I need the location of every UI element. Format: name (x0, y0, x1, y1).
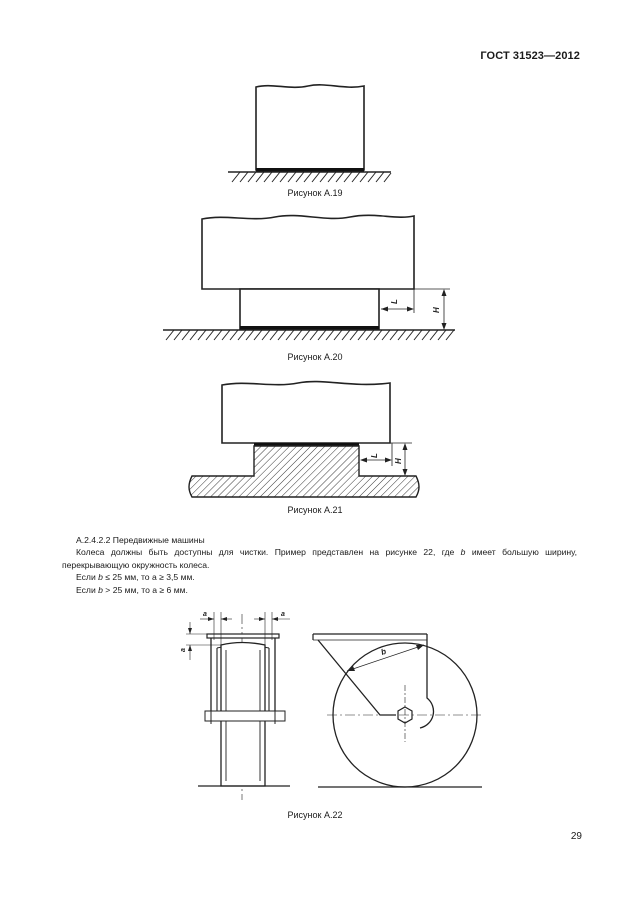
cond2-prefix: Если (76, 584, 99, 595)
figure-a21-caption: Рисунок А.21 (287, 505, 343, 515)
figure-a22-caption: Рисунок А.22 (287, 810, 343, 820)
cond2-var: b (98, 584, 103, 595)
label-l: L (390, 299, 399, 304)
figure-a19-caption: Рисунок А.19 (287, 188, 343, 198)
para-start: Колеса должны быть доступны для чистки. Пример представлен на рисунке 22, где (76, 547, 461, 558)
cond1-prefix: Если (76, 572, 99, 583)
page-number: 29 (570, 831, 582, 842)
cond2-rest: > 25 мм, то а ≥ 6 мм. (102, 584, 188, 595)
label-b: b (379, 646, 388, 657)
label-l: L (370, 453, 379, 458)
label-h: H (432, 307, 441, 313)
document-id: ГОСТ 31523—2012 (480, 50, 580, 62)
label-a: a (203, 611, 207, 618)
label-a: a (281, 611, 285, 618)
cond1-rest: ≤ 25 мм, то а ≥ 3,5 мм. (102, 572, 195, 583)
para-end: имеет большую ширину, перекрывающую окружность колеса. (62, 547, 577, 570)
cond1-var: b (98, 572, 103, 583)
para-var: b (460, 547, 466, 558)
section-heading: А.2.4.2.2 Передвижные машины (76, 535, 205, 545)
label-a: a (180, 648, 187, 652)
label-h: H (394, 458, 403, 464)
figure-a20-caption: Рисунок А.20 (287, 352, 343, 362)
